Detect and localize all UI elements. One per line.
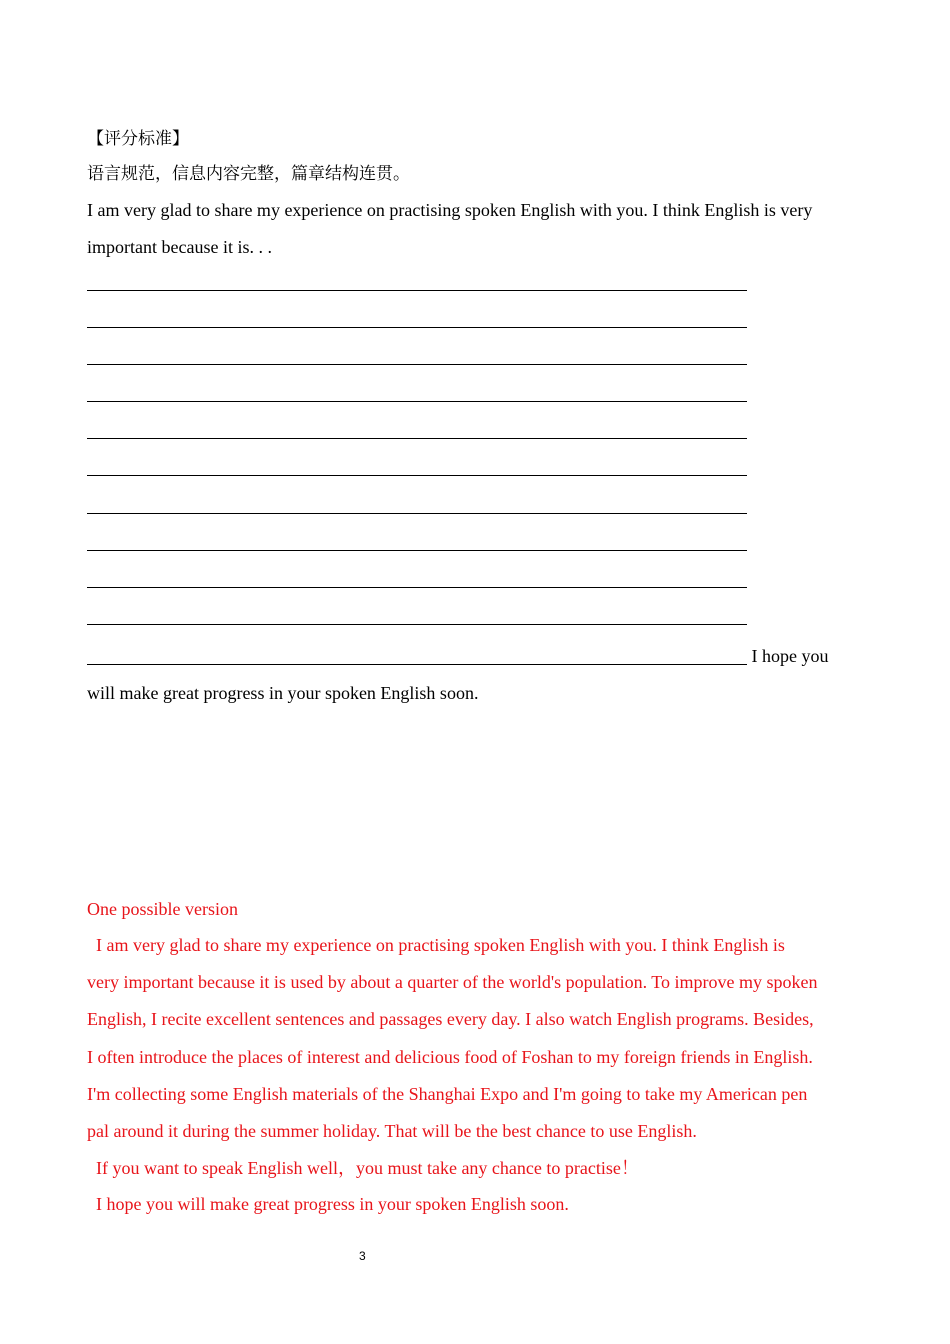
- page-number: 3: [359, 1249, 366, 1263]
- writing-line[interactable]: [87, 327, 747, 328]
- writing-line[interactable]: [87, 438, 747, 439]
- writing-line[interactable]: [87, 550, 747, 551]
- answer-line: I am very glad to share my experience on practising spoken English with you. I think English is: [96, 935, 785, 955]
- writing-line[interactable]: [87, 401, 747, 402]
- closing-line: [87, 644, 867, 668]
- writing-line[interactable]: [87, 475, 747, 476]
- prompt-line-2: important because it is. . .: [87, 237, 272, 257]
- rubric-heading: 【评分标准】: [87, 129, 189, 149]
- answer-line: I'm collecting some English materials of the Shanghai Expo and I'm going to take my American pen: [87, 1084, 808, 1104]
- rubric-criteria: 语言规范，信息内容完整，篇章结构连贯。: [87, 164, 410, 184]
- answer-line: If you want to speak English well，you must take any chance to practise！: [96, 1158, 639, 1178]
- answer-line: very important because it is used by about a quarter of the world's population. To improve my spoken: [87, 972, 818, 992]
- answer-line: English, I recite excellent sentences and passages every day. I also watch English programs. Besides,: [87, 1009, 814, 1029]
- prompt-line-1: I am very glad to share my experience on practising spoken English with you. I think English is very: [87, 200, 813, 220]
- answer-line: pal around it during the summer holiday. That will be the best chance to use English.: [87, 1121, 697, 1141]
- answer-line: I often introduce the places of interest and delicious food of Foshan to my foreign friends in English.: [87, 1047, 813, 1067]
- writing-line[interactable]: [87, 290, 747, 291]
- answer-line: I hope you will make great progress in your spoken English soon.: [96, 1194, 569, 1214]
- writing-line[interactable]: [87, 513, 747, 514]
- answer-heading: One possible version: [87, 899, 238, 919]
- writing-line[interactable]: [87, 364, 747, 365]
- writing-line[interactable]: [87, 644, 747, 665]
- closing-line-2: will make great progress in your spoken English soon.: [87, 683, 479, 703]
- writing-line[interactable]: [87, 624, 747, 625]
- closing-inline-text: I hope you: [751, 646, 829, 666]
- writing-line[interactable]: [87, 587, 747, 588]
